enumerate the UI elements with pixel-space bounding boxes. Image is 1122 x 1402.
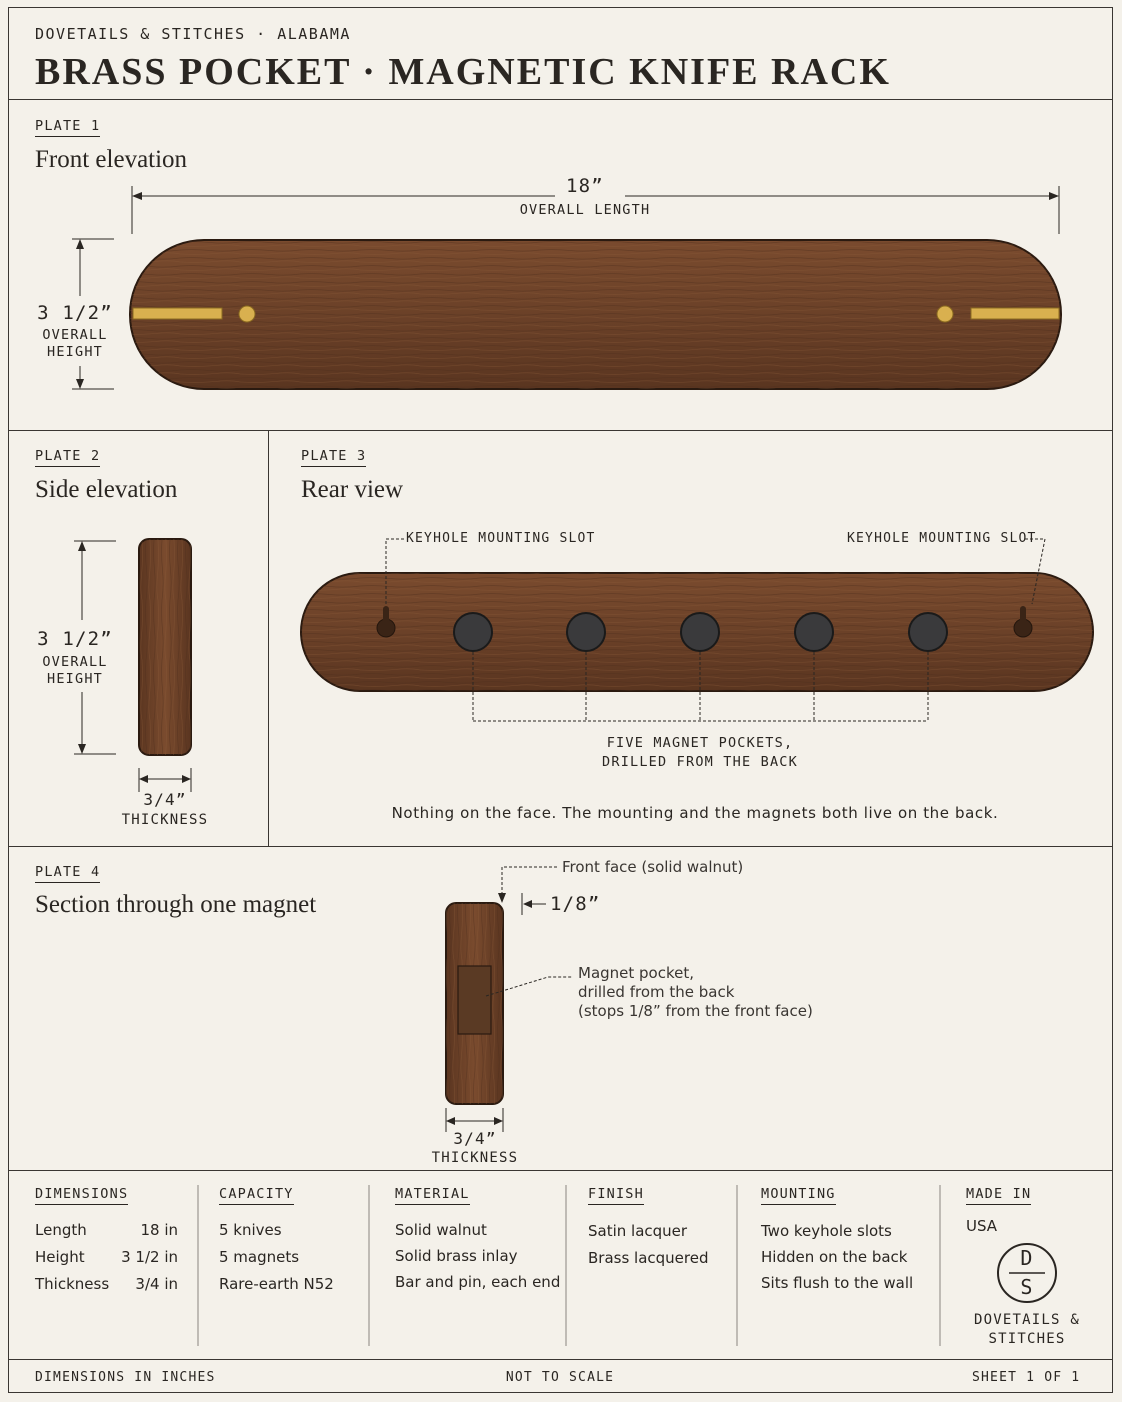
material-item: Solid brass inlay — [395, 1247, 518, 1265]
rear-view-note: Nothing on the face. The mounting and the magnets both live on the back. — [391, 804, 999, 822]
pocket-label-3: (stops 1/8” from the front face) — [578, 1002, 813, 1020]
mounting-item: Two keyhole slots — [761, 1222, 892, 1240]
rear-view-drawing — [301, 539, 1093, 721]
p2-thickness-label: THICKNESS — [121, 812, 209, 828]
front-face-label: Front face (solid walnut) — [562, 858, 744, 876]
pocket-label-1: Magnet pocket, — [578, 964, 695, 982]
pocket-label-2: drilled from the back — [578, 983, 735, 1001]
magnet-pocket — [454, 613, 492, 651]
magnet-pocket — [681, 613, 719, 651]
dimensions-heading: DIMENSIONS — [35, 1186, 128, 1205]
footer-left: DIMENSIONS IN INCHES — [35, 1370, 216, 1385]
plate1-title: Front elevation — [35, 146, 188, 173]
finish-item: Satin lacquer — [588, 1222, 688, 1240]
p2-height-value: 3 1/2” — [37, 628, 113, 650]
p4-thickness-value: 3/4” — [453, 1129, 497, 1148]
logo-brand-2: STITCHES — [988, 1331, 1066, 1347]
plate4-title: Section through one magnet — [35, 891, 317, 918]
dim-thickness-label: Thickness — [35, 1275, 110, 1293]
magnet-pocket — [909, 613, 947, 651]
p1-height-label-2: HEIGHT — [47, 344, 103, 360]
magnets-label-1: FIVE MAGNET POCKETS, — [606, 735, 794, 751]
logo-brand-1: DOVETAILS & — [974, 1312, 1080, 1328]
p2-height-label-1: OVERALL — [42, 654, 108, 670]
footer-right: SHEET 1 OF 1 — [972, 1370, 1081, 1385]
magnet-pocket — [795, 613, 833, 651]
capacity-item: 5 knives — [219, 1221, 282, 1239]
p1-height-label-1: OVERALL — [42, 327, 108, 343]
magnet-pocket — [567, 613, 605, 651]
p1-height-value: 3 1/2” — [37, 302, 113, 324]
capacity-item: Rare-earth N52 — [219, 1275, 334, 1293]
made-in-country: USA — [966, 1217, 998, 1235]
dim-length-value: 18 in — [140, 1221, 178, 1239]
logo-letter-bottom: S — [1020, 1275, 1034, 1299]
face-depth-value: 1/8” — [550, 893, 601, 915]
capacity-item: 5 magnets — [219, 1248, 300, 1266]
mounting-item: Hidden on the back — [761, 1248, 908, 1266]
dim-height-value: 3 1/2 in — [121, 1248, 178, 1266]
page-title: BRASS POCKET · MAGNETIC KNIFE RACK — [35, 51, 891, 93]
keyhole-right-label: KEYHOLE MOUNTING SLOT — [847, 531, 1037, 546]
material-item: Bar and pin, each end — [395, 1273, 561, 1291]
length-label: OVERALL LENGTH — [519, 202, 651, 218]
logo-letter-top: D — [1020, 1246, 1034, 1270]
plate2-title: Side elevation — [35, 476, 178, 503]
material-item: Solid walnut — [395, 1221, 487, 1239]
material-heading: MATERIAL — [395, 1186, 470, 1205]
p4-thickness-label: THICKNESS — [431, 1150, 519, 1166]
finish-item: Brass lacquered — [588, 1249, 709, 1267]
footer-center: NOT TO SCALE — [505, 1370, 615, 1385]
p2-height-label-2: HEIGHT — [47, 671, 103, 687]
plate1-label: PLATE 1 — [35, 118, 100, 137]
plate3-title: Rear view — [301, 476, 404, 503]
dim-height-label: Height — [35, 1248, 85, 1266]
mounting-heading: MOUNTING — [761, 1186, 836, 1205]
length-value: 18” — [566, 175, 604, 197]
plate2-label: PLATE 2 — [35, 448, 100, 467]
capacity-heading: CAPACITY — [219, 1186, 294, 1205]
p2-thickness-value: 3/4” — [143, 790, 187, 809]
dim-length-label: Length — [35, 1221, 87, 1239]
dim-thickness-value: 3/4 in — [135, 1275, 178, 1293]
finish-heading: FINISH — [588, 1186, 644, 1205]
keyhole-left-label: KEYHOLE MOUNTING SLOT — [406, 531, 596, 546]
plate3-label: PLATE 3 — [301, 448, 366, 467]
magnets-label-2: DRILLED FROM THE BACK — [602, 754, 798, 770]
brand-line: DOVETAILS & STITCHES · ALABAMA — [35, 25, 351, 43]
plate4-label: PLATE 4 — [35, 864, 100, 883]
mounting-item: Sits flush to the wall — [761, 1274, 914, 1292]
made-in-heading: MADE IN — [966, 1186, 1031, 1205]
